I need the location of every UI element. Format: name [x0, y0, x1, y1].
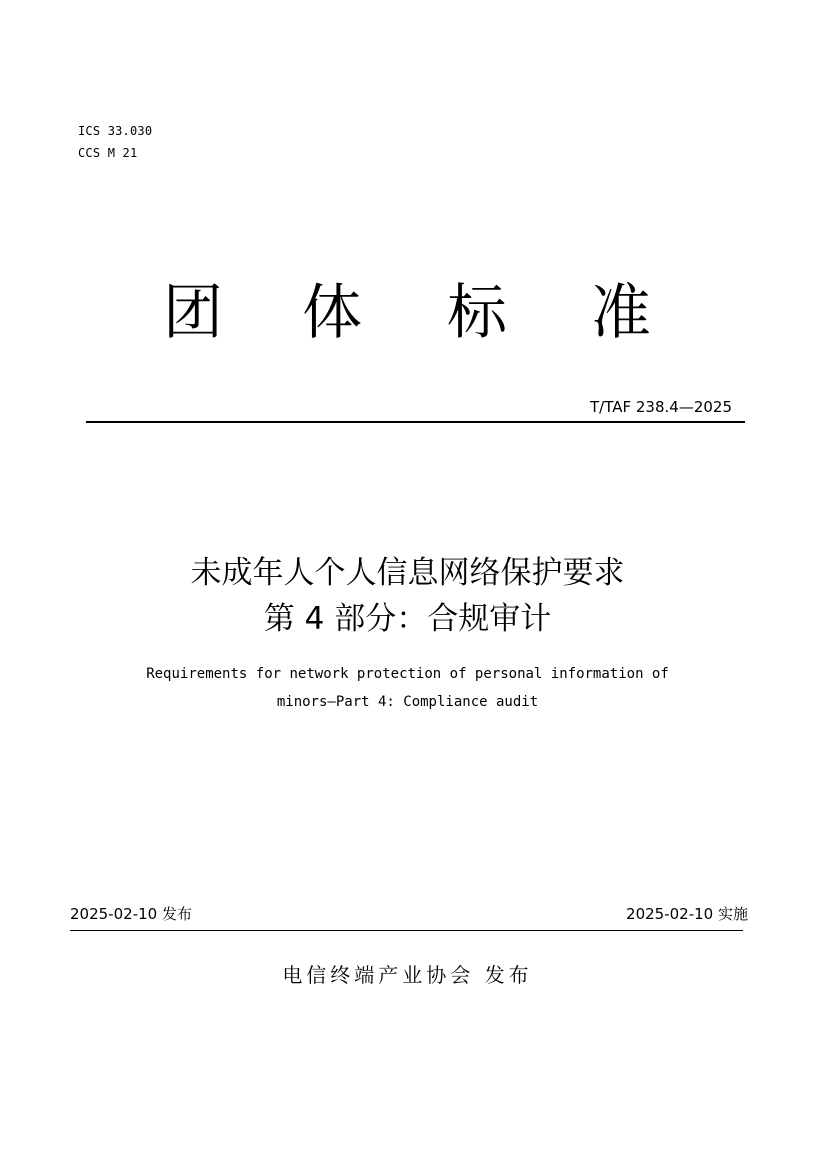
- english-title-line-2: minors—Part 4: Compliance audit: [276, 694, 539, 710]
- chinese-title-line-1: 未成年人个人信息网络保护要求: [190, 555, 625, 591]
- ics-code: ICS 33.030: [78, 124, 153, 138]
- standard-type-char-3: 标: [447, 278, 507, 348]
- header-divider: [86, 421, 745, 423]
- standard-number: T/TAF 238.4—2025: [590, 398, 732, 416]
- implementation-date: 2025-02-10 实施: [626, 905, 748, 923]
- ccs-code: CCS M 21: [78, 146, 138, 160]
- english-title: [0, 660, 815, 716]
- publisher: 电信终端产业协会 发布: [282, 963, 533, 987]
- chinese-title-line-2: 第 4 部分：合规审计: [263, 601, 552, 637]
- english-title-line-1: Requirements for network protection of personal information of: [146, 666, 669, 682]
- standard-type-char-2: 体: [302, 278, 362, 348]
- chinese-title: [0, 550, 815, 642]
- publication-date: 2025-02-10 发布: [70, 905, 192, 923]
- standard-type-char-4: 准: [591, 278, 651, 348]
- footer-divider: [70, 930, 743, 931]
- standard-type-char-1: 团: [163, 278, 223, 348]
